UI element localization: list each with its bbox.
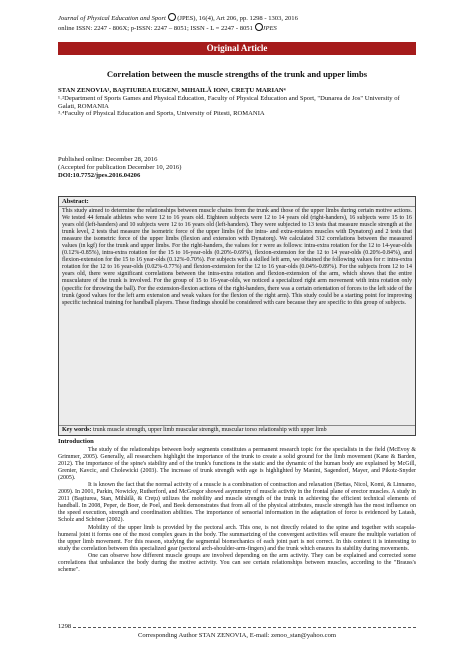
intro-paragraph-1: The study of the relationships between body segments constitutes a permanent research topic for the specialists in the field (McEvoy & Grimmer, 2005). Generally, all researchers highlight the importance of the trunk to create a solid ground for the limb movement (Kane & Barden, 2012). The importance of the spine's stability and of the trunk's functions in the static and the dynamic of the human body are explained by McGill, Grenier, Kavcic, and Cholewicki (2003). The increase of trunk strength with age is highlighted by Manini, Sagendorf, Mayer, and Pikotz-Snyder (2005). [58,447,416,482]
author-names: STAN ZENOVIA¹, BAŞTIUREA EUGEN², MIHAILĂ ION³, CREŢU MARIAN⁴ [58,87,286,94]
doi-link[interactable]: DOI:10.7752/jpes.2016.04206 [58,171,141,179]
keywords-row [59,425,415,435]
issn-text: online ISSN: 2247 - 806X; p-ISSN: 2247 – 8051; ISSN - L = 2247 - 8051 [58,25,253,33]
article-title: Correlation between the muscle strengths of the trunk and upper limbs [106,69,368,79]
publisher-mark: JPES [262,25,277,33]
abstract-text: This study aimed to determine the relationships between muscle chains from the trunk and those of the upper limbs during certain motive actions. We tested 44 female athletes who were 12 to 16 years old. Eighteen subjects were 12 to 14 years old (right-handers), 16 subjects were 15 to 16 years old (left-handers) and 10 subjects were 12 to 16 years old (left-handers). They were subjected to 13 tests that measure muscle strength at the trunk level, 2 tests that measure the isometric force of the upper limbs (of the intra- and extra-rotators muscles with Dynatorq) and 2 tests that measure the isometric force of the upper limbs (flexion and extension with Dynatorq). We calculated 312 correlations between the measured values (in kgf) for the trunk and upper limbs. For the right-handers, the values for r were as follows: intra-extra rotation for the 12 to 14-year-olds (0.12%-0.85%), intra-extra rotation for the 15 to 16-year-olds (0.20%-0.69%), flexion-extension for the 12 to 14 year-olds (0.20%-0.84%), and flexion-extension for the 15 to 16 year-olds (0.12%-0.70%). For subjects with a skilled left arm, we obtained the following values for r: intra-extra rotation for the 12 to 16 year-olds (0.02%-0.77%) and flexion-extension for the 12 to 16 year-olds (0.04%-0.89%). For the subjects from 12 to 14 years old, there were significant correlations between the intra-extra rotation and flexion-extension of the arm, which shows that the entire musculature of the trunk is involved. For the group of 15 to 16-year-olds, we noticed a specialized right arm movement with intra rotation only (specific for throwing the ball). For the extension-flexion actions of the right-handers, there was a certain orientation of forces to the left side of the trunk (good values for the left arm extension and weak values for the flexion of the right arm). This study could be a starting point for improving specific technical training for handball players. These findings should be considered with care because they are specific to this group of subjects. [62,208,412,306]
citation-line [58,13,418,23]
intro-paragraph-2: It is known the fact that the normal activity of a muscle is a combination of contraction and relaxation (Bettas, Nicol, Komi, & Linnamo, 2009). In 2001, Parkin, Nowicky, Rutherford, and McGregor showed asymmetry of muscle activity in the frontal plane of erector muscles. A study in 2011 (Baştiurea, Stan, Mihăilă, & Creţu) utilizes the mobility and muscle strength of the trunk in achieving the efficient technical elements of handball. In 2008, Peper, de Boer, de Poel, and Beek demonstrates that from all of the physical attributes, muscle strength has the most influence on the speed execution, strength and coordination abilities. The importance of sensorial information in the adaptation of force is evidenced by Latash, Scholz and Schöner (2002). [58,482,416,524]
intro-paragraph-4: One can observe how different muscle groups are involved depending on the arm activity. They can be explained and corrected some correlations that unbalance the body during the motive activity. You can see certain relationships between muscles, according to the "Brauss's scheme". [58,552,416,573]
intro-paragraph-3: Mobility of the upper limb is provided by the pectoral arch. This one, is not directly related to the spine and together with scapula-humeral joint it forms one of the most complex gears in the body. The summarizing of the convergent activities will ensure the multiple variation of the upper limb movement. For this reason, studying the segmental biomechanics of each joint part is not correct. In this context it is interesting to study the correlation between this specialized gear (pectoral arch-shoulder-arm-fingers) and the trunk which ensures its stability during movements. [58,524,416,552]
journal-name: Journal of Physical Education and Sport [58,15,166,22]
corresponding-author: Corresponding Author STAN ZENOVIA, E-mail: zenoo_stan@yahoo.com [137,632,336,639]
citation-text: (JPES), 16(4), Art 206, pp. 1298 - 1303, 2016 [177,15,298,22]
introduction-heading: Introduction [58,438,94,445]
abstract-box [58,196,416,436]
keywords-label: Key words: [62,427,92,433]
page-number: 1298 [58,623,72,630]
jpes-logo-small-icon [255,23,263,31]
jpes-logo-icon [168,13,176,21]
article-type-band: Original Article [58,42,416,55]
published-date: Published online: December 28, 2016 [58,156,158,163]
keywords-text: trunk muscle strength, upper limb muscular strength, muscular torso relationship with upper limb [91,427,327,433]
affiliation-1-2: ¹˒²Department of Sports Games and Physical Education, Faculty of Physical Education and Sport, "Dunarea de Jos" University of Galati, ROMANIA [58,94,400,110]
issn-line [58,23,418,33]
authors-block [58,87,416,118]
introduction-body [58,447,416,574]
accepted-date: (Accepted for publication December 10, 2016) [58,163,182,171]
affiliation-3-4: ³˒⁴Faculty of Physical Education and Sports, University of Pitesti, ROMANIA [58,110,265,118]
journal-header [58,13,418,33]
publication-info [58,156,416,179]
footer-divider [58,627,416,628]
abstract-heading: Abstract: [59,197,415,207]
